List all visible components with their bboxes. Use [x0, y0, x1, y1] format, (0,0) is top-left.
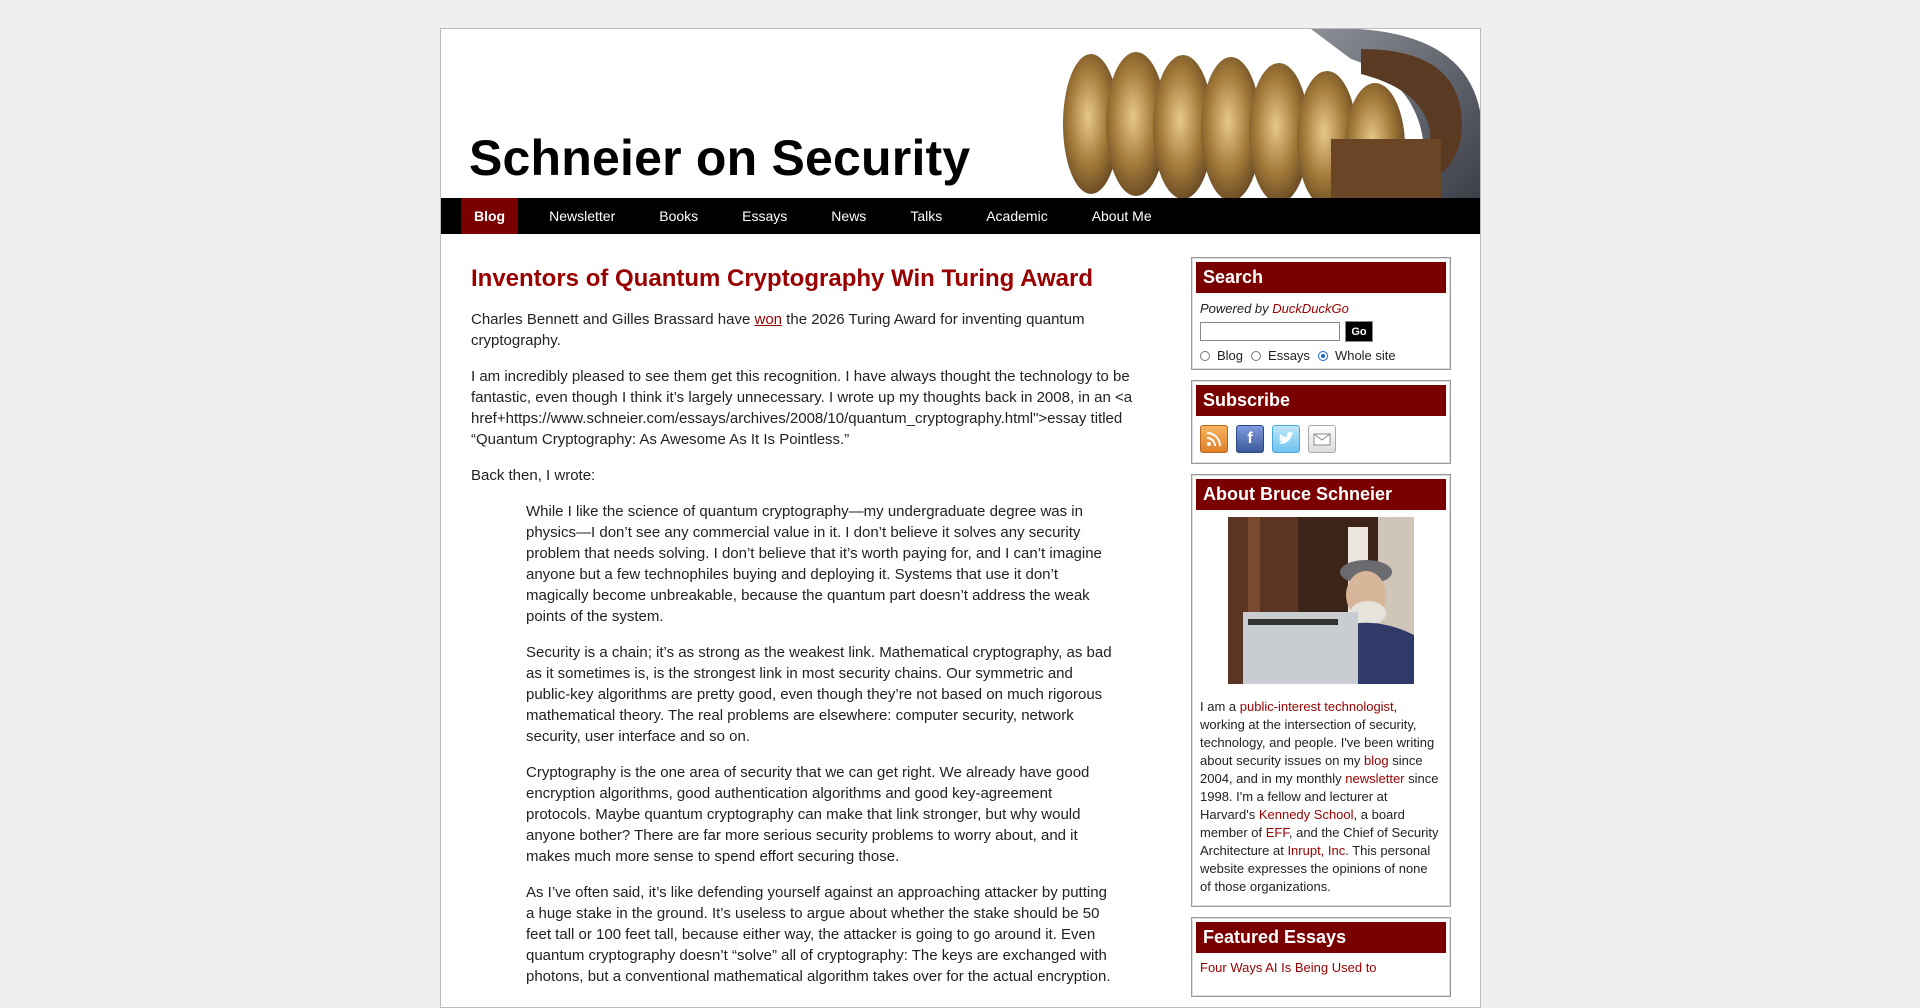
nav-item-books[interactable]: Books: [659, 208, 699, 224]
text: . This personal website expresses the opinions of none of those organizations.: [1200, 843, 1431, 894]
email-icon[interactable]: [1308, 425, 1336, 453]
won-link[interactable]: won: [754, 311, 783, 328]
rss-icon[interactable]: [1200, 425, 1228, 453]
duckduckgo-link[interactable]: DuckDuckGo: [1272, 301, 1349, 316]
quote-paragraph: As I’ve often said, it’s like defending yourself against an approaching attacker by putting a huge stake in the ground. It’s useless to argue about whether the stake should be 50 feet tall or 100 feet tall, because either way, the attacker is going to go around it. Even quantum cryptography doesn’t “solve” all of cryptography: The keys are exchanged with photons, but a conventional mathematical algorithm takes over for the actual encryption.: [526, 884, 1111, 985]
nav-item-about-me[interactable]: About Me: [1091, 208, 1152, 224]
twitter-icon[interactable]: [1272, 425, 1300, 453]
subscribe-icons: [1196, 423, 1446, 459]
subscribe-widget: [1191, 380, 1451, 464]
text: , a board member of: [1200, 807, 1405, 840]
site-title[interactable]: Schneier on Security: [469, 130, 971, 186]
author-photo: [1228, 517, 1414, 684]
post-title[interactable]: Inventors of Quantum Cryptography Win Turing Award: [471, 265, 1094, 292]
search-row: [1196, 318, 1446, 342]
go-button[interactable]: Go: [1345, 321, 1373, 342]
nav-item-news[interactable]: News: [831, 208, 867, 224]
post-paragraph: [471, 309, 1136, 351]
nav-item-blog[interactable]: Blog: [461, 198, 518, 234]
text: the 2026 Turing Award for inventing quantum cryptography.: [471, 311, 1085, 349]
text: since 1998. I'm a fellow and lecturer at Harvard's: [1200, 771, 1439, 822]
text: Charles Bennett and Gilles Brassard have: [471, 311, 755, 328]
blockquote: [526, 501, 1116, 987]
main-nav: [441, 198, 1480, 234]
nav-item-essays[interactable]: Essays: [742, 208, 788, 224]
post-paragraph: Back then, I wrote:: [471, 467, 596, 484]
nav-item-newsletter[interactable]: Newsletter: [549, 208, 616, 224]
quote-paragraph: Security is a chain; it’s as strong as the weakest link. Mathematical cryptography, as bad as it sometimes is, is the strongest link in most security chains. Our symmetric and public-key algorithms are pretty good, even though they’re not based on much rigorous mathematical theory. The real problems are elsewhere: computer security, network security, user interface and so on.: [526, 644, 1112, 745]
radio-label: Whole site: [1334, 348, 1396, 363]
kennedy-school-link[interactable]: Kennedy School: [1258, 807, 1354, 822]
public-interest-link[interactable]: public-interest technologist: [1239, 699, 1394, 714]
radio-essays[interactable]: [1251, 351, 1261, 361]
search-widget: [1191, 257, 1451, 370]
text: , and the Chief of Security Architecture at: [1200, 825, 1439, 858]
text: I am a: [1200, 699, 1240, 714]
post-content: [471, 265, 1136, 1002]
search-scope: [1196, 342, 1446, 365]
padlock-image: [1061, 29, 1480, 198]
about-widget: [1191, 474, 1451, 907]
page-container: [440, 28, 1481, 1008]
radio-label: Blog: [1217, 348, 1244, 363]
sidebar: [1191, 257, 1451, 1007]
inrupt-link[interactable]: Inrupt, Inc: [1287, 843, 1346, 858]
featured-widget: [1191, 917, 1451, 997]
radio-whole-site[interactable]: [1318, 351, 1328, 361]
post-paragraph: I am incredibly pleased to see them get this recognition. I have always thought the technology to be fantastic, even though I think it’s largely unnecessary. I wrote up my thoughts back in 2008, in an <a href+https://www.schneier.com/essays/archives/2008/10/quantum_cryptography.html">essay titled “Quantum Cryptography: As Awesome As It Is Pointless.”: [471, 368, 1133, 448]
powered-by: [1196, 300, 1446, 318]
site-header: [441, 29, 1480, 198]
radio-label: Essays: [1268, 348, 1310, 363]
featured-essay-link[interactable]: Four Ways AI Is Being Used to: [1200, 960, 1377, 975]
newsletter-link[interactable]: newsletter: [1345, 771, 1405, 786]
search-heading: Search: [1196, 262, 1446, 293]
blog-link[interactable]: blog: [1364, 753, 1389, 768]
about-text: [1196, 698, 1446, 902]
eff-link[interactable]: EFF: [1265, 825, 1289, 840]
featured-heading: Featured Essays: [1196, 922, 1446, 953]
quote-paragraph: While I like the science of quantum cryptography—my undergraduate degree was in physics—I don’t see any commercial value in it. I don’t believe it solves any security problem that needs solving. I don’t believe that it’s worth paying for, and I can’t imagine anyone but a few technophiles buying and deploying it. Systems that use it don’t magically become unbreakable, because the quantum part doesn’t address the weak points of the system.: [526, 503, 1102, 625]
radio-blog[interactable]: [1200, 351, 1210, 361]
subscribe-heading: Subscribe: [1196, 385, 1446, 416]
text: since 2004, and in my monthly: [1200, 753, 1423, 786]
about-heading: About Bruce Schneier: [1196, 479, 1446, 510]
quote-paragraph: Cryptography is the one area of security that we can get right. We already have good encryption algorithms, good authentication algorithms and good key-agreement protocols. Maybe quantum cryptography can make that link stronger, but why would anyone bother? There are far more serious security problems to worry about, and it makes much more sense to spend effort securing those.: [526, 764, 1090, 865]
text: , working at the intersection of security, technology, and people. I've been writing about security issues on my: [1200, 699, 1435, 768]
nav-item-talks[interactable]: Talks: [910, 208, 943, 224]
nav-item-academic[interactable]: Academic: [986, 208, 1048, 224]
text: Powered by: [1200, 301, 1273, 316]
facebook-icon[interactable]: f: [1236, 425, 1264, 453]
search-input[interactable]: [1200, 322, 1340, 341]
